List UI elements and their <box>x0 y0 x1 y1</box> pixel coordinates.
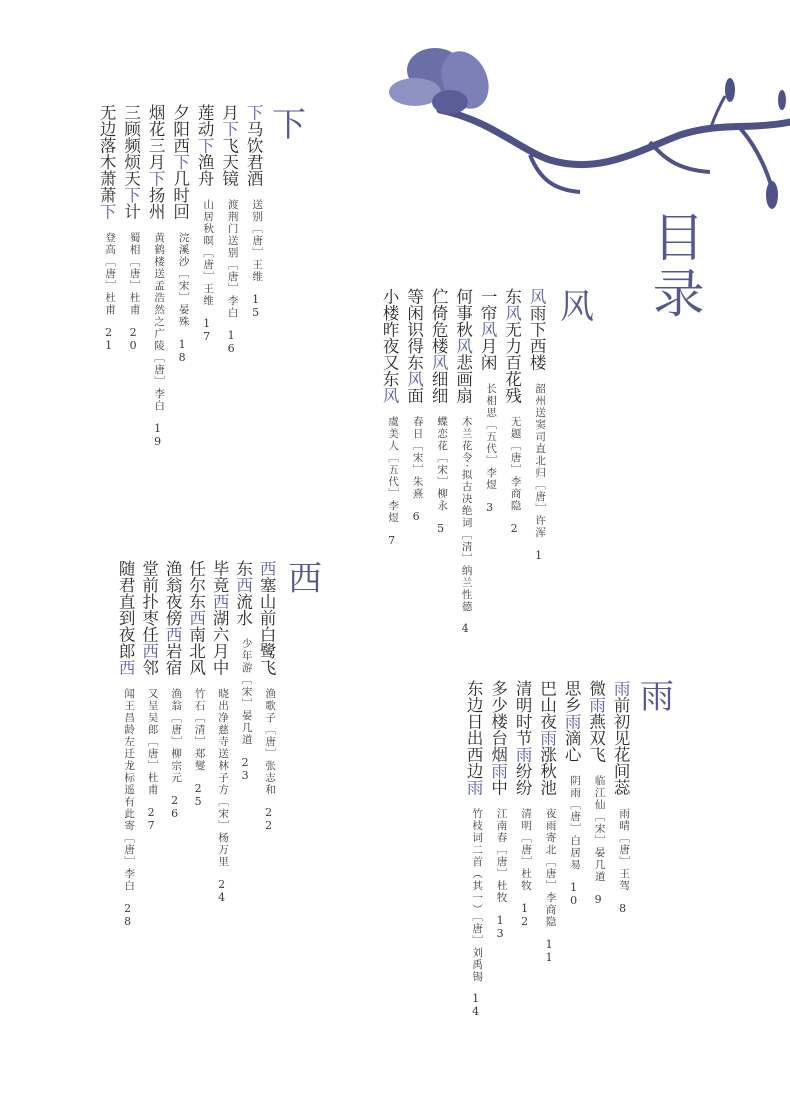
toc-entry[interactable] <box>430 288 447 535</box>
poem-line-text: 涨秋池 <box>537 746 557 796</box>
poem-line-text: 无边落木萧萧 <box>97 104 117 203</box>
poem-line-text: 前初见花间蕊 <box>611 696 631 796</box>
toc-entry[interactable] <box>381 288 398 547</box>
poem-line-text: 岩宿 <box>163 642 183 676</box>
poem-line <box>117 560 134 676</box>
page-number: 16 <box>224 328 238 355</box>
poem-line-text: 邻 <box>139 659 159 676</box>
poem-line <box>504 288 521 404</box>
poem-line-text: 莲动 <box>195 104 215 137</box>
poem-source: 晓出净慈寺送林子方［宋］杨万里 <box>217 687 230 868</box>
poem-line-text: 塞山前白鹭飞 <box>257 576 277 676</box>
highlighted-keyword: 雨 <box>562 713 582 730</box>
page-number: 6 <box>409 509 423 523</box>
highlighted-keyword: 下 <box>146 170 166 187</box>
poem-source: 虞美人［五代］李煜 <box>387 415 400 524</box>
poem-line-text: 东 <box>233 560 253 577</box>
poem-line-text: 等闲识得东 <box>404 288 424 371</box>
page-number: 15 <box>249 292 263 319</box>
toc-entry[interactable] <box>123 104 140 352</box>
poem-source: 渔歌子［唐］张志和 <box>264 687 277 796</box>
page-number: 11 <box>542 937 556 964</box>
poem-line <box>406 288 423 404</box>
poem-source: 韶州送窦司直北归［唐］许浑 <box>534 382 547 539</box>
highlighted-keyword: 雨 <box>586 696 606 713</box>
poem-line <box>172 104 189 220</box>
poem-line-text: 马饮君酒 <box>244 120 264 187</box>
toc-entry[interactable] <box>245 104 262 319</box>
toc-entry[interactable] <box>235 560 252 782</box>
highlighted-keyword: 西 <box>139 642 159 659</box>
poem-line-text: 细细 <box>429 370 449 404</box>
poem-line <box>588 680 605 763</box>
poem-source: 清明［唐］杜牧 <box>520 807 533 892</box>
highlighted-keyword: 风 <box>380 387 400 404</box>
toc-entry[interactable] <box>588 680 605 906</box>
poem-line-text: 几时回 <box>170 170 190 220</box>
poem-line-text: 面 <box>404 387 424 404</box>
poem-source: 临江仙［宋］晏几道 <box>593 774 606 883</box>
poem-source: 又呈吴郎［唐］杜甫 <box>146 687 159 796</box>
poem-line-text: 清明时节 <box>513 680 533 746</box>
toc-entry[interactable] <box>147 104 164 448</box>
toc-entry[interactable] <box>455 288 472 635</box>
poem-source: 阴雨［唐］白居易 <box>569 774 582 871</box>
highlighted-keyword: 风 <box>429 354 449 371</box>
highlighted-keyword: 西 <box>233 576 253 593</box>
poem-source: 江南春［唐］杜牧 <box>495 807 508 904</box>
highlighted-keyword: 雨 <box>537 729 557 746</box>
page-number: 5 <box>434 521 448 535</box>
poem-line <box>245 104 262 187</box>
poem-line <box>98 104 115 220</box>
toc-entry[interactable] <box>563 680 580 907</box>
toc-entry[interactable] <box>539 680 556 964</box>
highlighted-keyword: 雨 <box>611 680 631 697</box>
highlighted-keyword: 风 <box>527 288 547 305</box>
toc-entry[interactable] <box>465 680 482 1018</box>
highlighted-keyword: 下 <box>121 186 141 203</box>
poem-line <box>221 104 238 187</box>
poem-line-text: 任尔东 <box>186 560 206 610</box>
poem-line-text: 三顾频烦天 <box>121 104 141 187</box>
page-number: 24 <box>215 877 229 904</box>
poem-line-text: 巴山夜 <box>537 680 557 730</box>
poem-source: 少年游［宋］晏几道 <box>240 638 253 746</box>
poem-line <box>188 560 205 676</box>
poem-line-text: 扬州 <box>146 186 166 220</box>
poem-line <box>381 288 398 404</box>
poem-line <box>528 288 545 371</box>
highlighted-keyword: 下 <box>195 137 215 154</box>
highlighted-keyword: 风 <box>478 321 498 338</box>
toc-entry[interactable] <box>141 560 158 832</box>
poem-line-text: 月闲 <box>478 337 498 371</box>
poem-line-text: 一帘 <box>478 288 498 321</box>
poem-source: 蝶恋花［宋］柳永 <box>436 415 449 512</box>
poem-line-text: 随君直到夜郎 <box>116 560 136 659</box>
toc-entry[interactable] <box>164 560 181 820</box>
poem-line-text: 堂前扑枣任 <box>139 560 159 643</box>
page-number: 19 <box>151 421 165 448</box>
toc-entry[interactable] <box>479 288 496 514</box>
page-number: 26 <box>168 793 182 820</box>
page-number: 28 <box>121 901 135 928</box>
poem-line <box>211 560 228 676</box>
poem-line <box>490 680 507 796</box>
poem-line-text: 滴心 <box>562 729 582 763</box>
poem-line-text: 东边日出西边 <box>464 680 484 779</box>
poem-line-text: 悲画扇 <box>453 354 473 404</box>
poem-line-text: 伫倚危楼 <box>429 288 449 354</box>
poem-source: 夜雨寄北［唐］李商隐 <box>544 807 557 928</box>
poem-line-text: 渔舟 <box>195 153 215 187</box>
poem-line <box>235 560 252 626</box>
poem-line-text: 纷纷 <box>513 762 533 796</box>
poem-source: 无题［唐］李商隐 <box>509 415 522 512</box>
poem-source: 闻王昌龄左迁龙标遥有此寄［唐］李白 <box>123 687 136 892</box>
page-number: 18 <box>175 337 189 364</box>
highlighted-keyword: 雨 <box>513 746 533 763</box>
toc-entry[interactable] <box>612 680 629 915</box>
poem-line <box>514 680 531 796</box>
poem-source: 登高［唐］杜甫 <box>104 231 117 316</box>
highlighted-keyword: 下 <box>219 120 239 137</box>
page-number: 2 <box>507 521 521 535</box>
poem-line-text: 烟花三月 <box>146 104 166 170</box>
toc-entry[interactable] <box>117 560 134 928</box>
page-number: 27 <box>144 805 158 832</box>
poem-line-text: 思乡 <box>562 680 582 713</box>
poem-source: 渡荆门送别［唐］李白 <box>226 198 239 319</box>
poem-line <box>455 288 472 404</box>
poem-line-text: 月 <box>219 104 239 121</box>
poem-line <box>539 680 556 796</box>
toc-entry[interactable] <box>490 680 507 940</box>
page-number: 1 <box>532 548 546 562</box>
poem-line-text: 流水 <box>233 593 253 626</box>
toc-entry[interactable] <box>504 288 521 535</box>
poem-line <box>164 560 181 676</box>
toc-entry[interactable] <box>98 104 115 352</box>
poem-source: 竹石［清］郑燮 <box>193 687 206 772</box>
poem-source: 黄鹤楼送孟浩然之广陵［唐］李白 <box>153 231 166 412</box>
poem-line-text: 何事秋 <box>453 288 473 338</box>
magnolia-branch-illustration <box>380 30 790 230</box>
poem-line-text: 雨下西楼 <box>527 304 547 371</box>
poem-line-text: 小楼昨夜又东 <box>380 288 400 387</box>
poem-line <box>612 680 629 796</box>
section-title-xi: 西 <box>288 559 322 599</box>
poem-line-text: 无力百花残 <box>502 321 522 404</box>
poem-line-text: 夕阳西 <box>170 104 190 154</box>
page-number: 8 <box>616 901 630 915</box>
poem-source: 山居秋暝［唐］王维 <box>202 198 215 307</box>
page-number: 25 <box>191 781 205 808</box>
toc-entry[interactable] <box>196 104 213 343</box>
poem-source: 木兰花令·拟古决绝词［清］纳兰性德 <box>460 415 473 613</box>
highlighted-keyword: 西 <box>116 659 136 676</box>
poem-source: 浣溪沙［宋］晏殊 <box>177 231 190 328</box>
toc-title: 目录 <box>643 210 704 322</box>
poem-line-text: 微 <box>586 680 606 697</box>
page-number: 13 <box>493 913 507 940</box>
poem-line-text: 湖六月中 <box>210 609 230 676</box>
poem-line-text: 燕双飞 <box>586 713 606 763</box>
highlighted-keyword: 西 <box>186 609 206 626</box>
highlighted-keyword: 下 <box>170 153 190 170</box>
poem-line-text: 多少楼台烟 <box>488 680 508 763</box>
toc-entry[interactable] <box>258 560 275 832</box>
poem-source: 渔翁［唐］柳宗元 <box>170 687 183 784</box>
poem-line <box>196 104 213 187</box>
poem-line-text: 计 <box>121 203 141 220</box>
page-number: 23 <box>238 756 252 782</box>
poem-line <box>147 104 164 220</box>
page-number: 12 <box>518 901 532 928</box>
highlighted-keyword: 雨 <box>464 779 484 796</box>
poem-line-text: 飞天镜 <box>219 137 239 187</box>
poem-source: 雨晴［唐］王驾 <box>618 807 631 892</box>
highlighted-keyword: 风 <box>453 337 473 354</box>
page-number: 10 <box>567 880 581 907</box>
poem-line <box>563 680 580 763</box>
page-number: 22 <box>262 805 276 832</box>
page-number: 3 <box>483 500 497 514</box>
page-number: 14 <box>469 992 483 1019</box>
highlighted-keyword: 下 <box>97 203 117 220</box>
section-title-feng: 风 <box>560 287 594 327</box>
poem-source: 春日［宋］朱熹 <box>411 415 424 500</box>
poem-line <box>465 680 482 796</box>
toc-entry[interactable] <box>514 680 531 928</box>
poem-line-text: 毕竟 <box>210 560 230 593</box>
highlighted-keyword: 西 <box>210 593 230 610</box>
highlighted-keyword: 风 <box>502 304 522 321</box>
poem-line <box>123 104 140 220</box>
poem-line-text: 中 <box>488 779 508 796</box>
highlighted-keyword: 西 <box>257 560 277 577</box>
poem-source: 送别［唐］王维 <box>251 198 264 283</box>
highlighted-keyword: 雨 <box>488 762 508 779</box>
page-number: 4 <box>458 622 472 636</box>
toc-entry[interactable] <box>188 560 205 808</box>
page-number: 20 <box>126 325 140 352</box>
poem-source: 蜀相［唐］杜甫 <box>128 231 141 316</box>
poem-line-text: 渔翁夜傍 <box>163 560 183 626</box>
toc-entry[interactable] <box>406 288 423 523</box>
highlighted-keyword: 风 <box>404 370 424 387</box>
page-number: 17 <box>200 316 214 343</box>
highlighted-keyword: 下 <box>244 104 264 121</box>
toc-entry[interactable] <box>528 288 545 562</box>
poem-source: 竹枝词二首（其一）［唐］刘禹锡 <box>471 807 484 983</box>
section-title-xia: 下 <box>272 105 306 145</box>
page-number: 9 <box>591 892 605 906</box>
poem-source: 长相思［五代］李煜 <box>485 382 498 491</box>
poem-line <box>141 560 158 676</box>
page-number: 21 <box>102 325 116 352</box>
poem-line-text: 东 <box>502 288 522 305</box>
toc-entry[interactable] <box>211 560 228 904</box>
page-number: 7 <box>385 533 399 547</box>
poem-line <box>258 560 275 676</box>
toc-entry[interactable] <box>172 104 189 364</box>
toc-entry[interactable] <box>221 104 238 355</box>
poem-line <box>430 288 447 404</box>
section-title-yu: 雨 <box>640 677 674 717</box>
poem-line <box>479 288 496 371</box>
poem-line-text: 南北风 <box>186 626 206 676</box>
highlighted-keyword: 西 <box>163 626 183 643</box>
